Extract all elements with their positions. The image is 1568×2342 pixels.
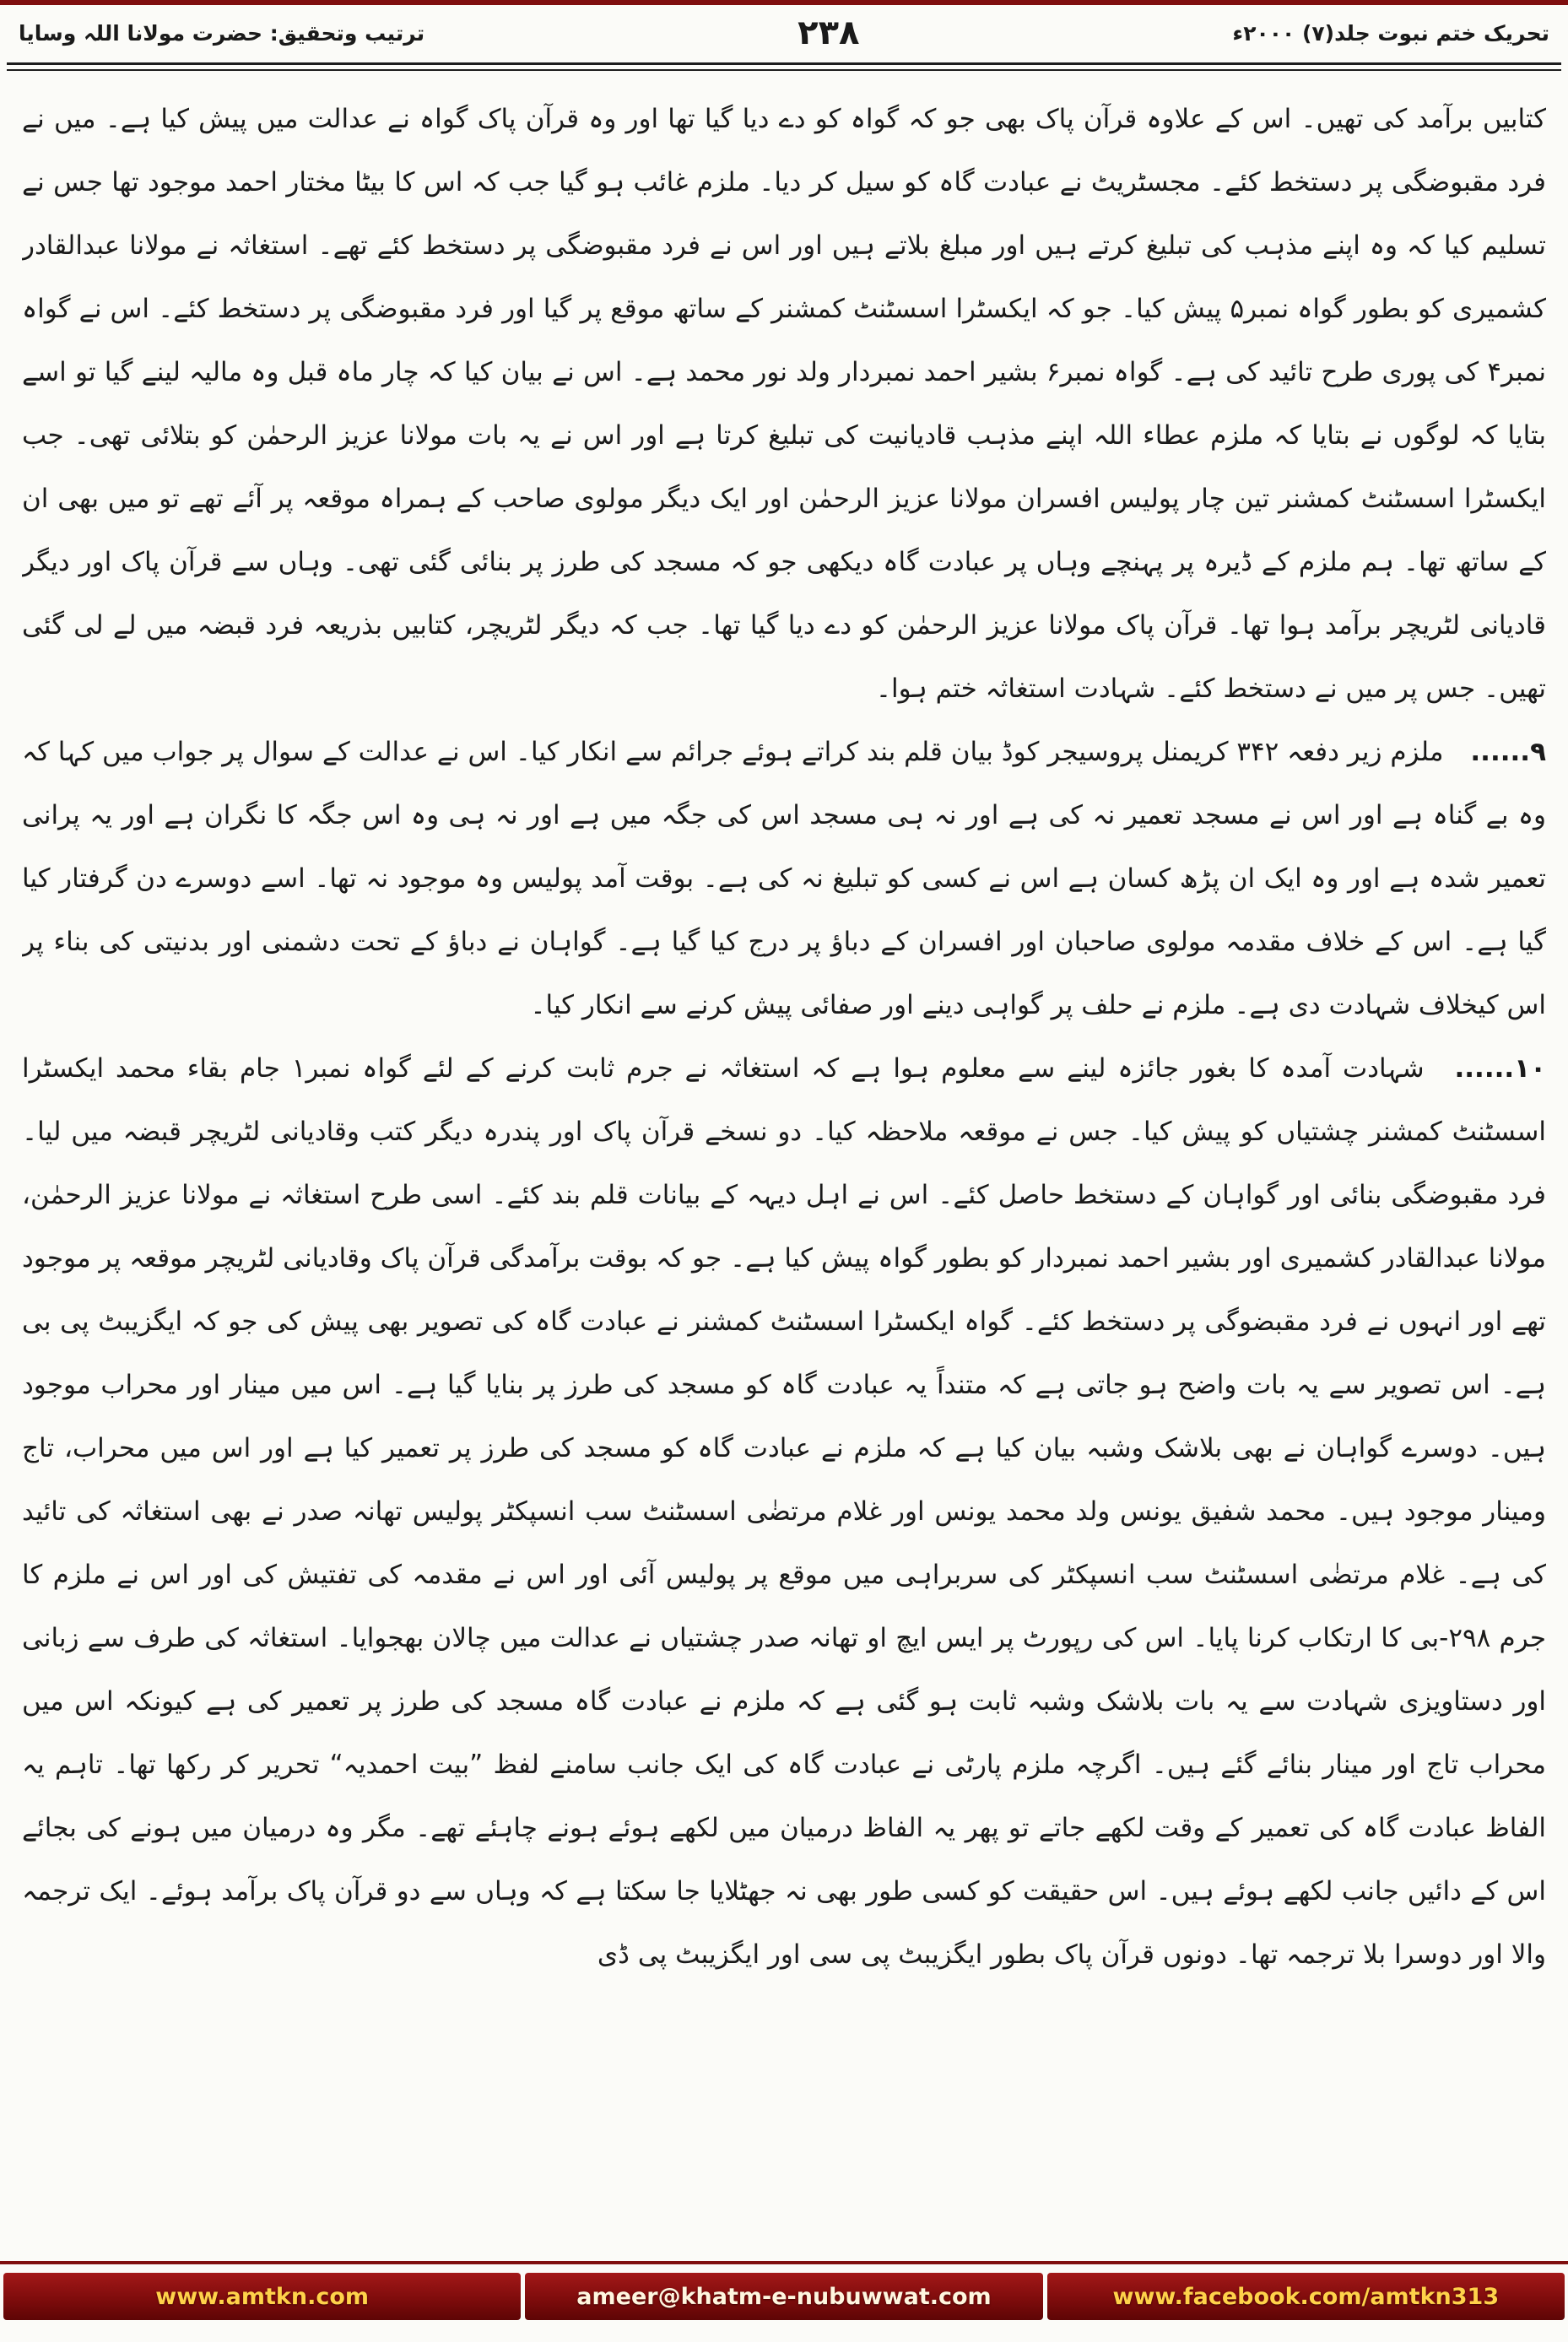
paragraph-text: ملزم زیر دفعہ ۳۴۲ کریمنل پروسیجر کوڈ بیان قلم بند کراتے ہوئے جرائم سے انکار کیا۔ اس نے عدالت کے سوال پر جواب میں کہا کہ وہ بے گناہ ہے اور اس نے مسجد تعمیر نہ کی ہے اور نہ ہی مسجد اس کی جگہ میں ہے اور نہ ہی وہ اس جگہ کا نگران ہے اور یہ پرانی تعمیر شدہ ہے اور وہ ایک ان پڑھ کسان ہے اس نے کسی کو تبلیغ نہ کی ہے۔ بوقت آمد پولیس وہ موجود نہ تھا۔ اسے دوسرے دن گرفتار کیا گیا ہے۔ اس کے خلاف مقدمہ مولوی صاحبان اور افسران کے دباؤ پر درج کیا گیا ہے۔ گواہان نے دباؤ کے تحت دشمنی اور بدنیتی کی بناء پر اس کیخلاف شہادت دی ہے۔ ملزم نے حلف پر گواہی دینے اور صفائی پیش کرنے سے انکار کیا۔ [22,737,1546,1021]
page-footer [0,2261,1568,2342]
body-paragraph-continuation [22,88,1546,721]
paragraph-text: شہادت آمدہ کا بغور جائزہ لینے سے معلوم ہوا ہے کہ استغاثہ نے جرم ثابت کرنے کے لئے گواہ نمبر۱ جام بقاء محمد ایکسٹرا اسسٹنٹ کمشنر چشتیاں کو پیش کیا۔ جس نے موقعہ ملاحظہ کیا۔ دو نسخے قرآن پاک اور پندرہ دیگر کتب وقادیانی لٹریچر قبضہ میں لیا۔ فرد مقبوضگی بنائی اور گواہان کے دستخط حاصل کئے۔ اس نے اہل دیہہ کے بیانات قلم بند کئے۔ اسی طرح استغاثہ نے مولانا عزیز الرحمٰن، مولانا عبدالقادر کشمیری اور بشیر احمد نمبردار کو بطور گواہ پیش کیا ہے۔ جو کہ بوقت برآمدگی قرآن پاک وقادیانی لٹریچر موقعہ پر موجود تھے اور انہوں نے فرد مقبضوگی پر دستخط کئے۔ گواہ ایکسٹرا اسسٹنٹ کمشنر نے عبادت گاہ کی تصویر بھی پیش کی جو کہ ایگزیبٹ پی بی ہے۔ اس تصویر سے یہ بات واضح ہو جاتی ہے کہ متنداً یہ عبادت گاہ کو مسجد کی طرز پر بنایا گیا ہے۔ اس میں مینار اور محراب موجود ہیں۔ دوسرے گواہان نے بھی بلاشک وشبہ بیان کیا ہے کہ ملزم نے عبادت گاہ کو مسجد کی طرز پر تعمیر کیا ہے اور اس میں محراب، تاج ومینار موجود ہیں۔ محمد شفیق یونس ولد محمد یونس اور غلام مرتضٰی اسسٹنٹ سب انسپکٹر پولیس تھانہ صدر نے بھی استغاثہ کی تائید کی ہے۔ غلام مرتضٰی اسسٹنٹ سب انسپکٹر کی سربراہی میں موقع پر پولیس آئی اور اس نے مقدمہ کی تفتیش کی اور اس نے ملزم کا جرم ۲۹۸-بی کا ارتکاب کرنا پایا۔ اس کی رپورٹ پر ایس ایچ او تھانہ صدر چشتیاں نے عدالت میں چالان بھجوایا۔ استغاثہ کی طرف سے زبانی اور دستاویزی شہادت سے یہ بات بلاشک وشبہ ثابت ہو گئی ہے کہ ملزم نے عبادت گاہ مسجد کی طرز پر تعمیر کی ہے کیونکہ اس میں محراب تاج اور مینار بنائے گئے ہیں۔ اگرچہ ملزم پارٹی نے عبادت گاہ کی ایک جانب سامنے لفظ ”بیت احمدیہ“ تحریر کر رکھا تھا۔ تاہم یہ الفاظ عبادت گاہ کی تعمیر کے وقت لکھے جاتے تو پھر یہ الفاظ درمیان میں لکھے ہوئے ہونے چاہئے تھے۔ مگر وہ درمیان میں ہونے کی بجائے اس کے دائیں جانب لکھے ہوئے ہیں۔ اس حقیقت کو کسی طور بھی نہ جھٹلایا جا سکتا ہے کہ وہاں سے دو قرآن پاک برآمد ہوئے۔ ایک ترجمہ والا اور دوسرا بلا ترجمہ تھا۔ دونوں قرآن پاک بطور ایگزیبٹ پی سی اور ایگزیبٹ پی ڈی [22,1053,1546,1971]
footer-email-link[interactable]: ameer@khatm-e-nubuwwat.com [525,2273,1042,2320]
header-editor-title: ترتیب وتحقیق: حضرت مولانا اللہ وسایا [19,20,425,46]
body-paragraph-10 [22,1037,1546,1987]
header-volume-title: تحریک ختم نبوت جلد(۷) ۲۰۰۰ء [1232,20,1549,46]
page-number: ۲۳۸ [798,14,860,52]
body-text [22,88,1546,2253]
footer-maroon-rule [0,2261,1568,2264]
paragraph-text: کتابیں برآمد کی تھیں۔ اس کے علاوہ قرآن پاک بھی جو کہ گواہ کو دے دیا گیا تھا اور وہ قرآن پاک گواہ نے عدالت میں پیش کیا ہے۔ میں نے فرد مقبوضگی پر دستخط کئے۔ مجسٹریٹ نے عبادت گاہ کو سیل کر دیا۔ ملزم غائب ہو گیا جب کہ اس کا بیٹا مختار احمد موجود تھا جس نے تسلیم کیا کہ وہ اپنے مذہب کی تبلیغ کرتے ہیں اور مبلغ بلاتے ہیں اور اس نے فرد مقبوضگی پر دستخط کئے تھے۔ استغاثہ نے مولانا عبدالقادر کشمیری کو بطور گواہ نمبر۵ پیش کیا۔ جو کہ ایکسٹرا اسسٹنٹ کمشنر کے ساتھ موقع پر گیا اور فرد مقبوضگی پر دستخط کئے۔ اس نے گواہ نمبر۴ کی پوری طرح تائید کی ہے۔ گواہ نمبر۶ بشیر احمد نمبردار ولد نور محمد ہے۔ اس نے بیان کیا کہ چار ماہ قبل وہ مالیہ لینے گیا تو اسے بتایا کہ لوگوں نے بتایا کہ ملزم عطاء اللہ اپنے مذہب قادیانیت کی تبلیغ کرتا ہے اور اس نے یہ بات مولانا عزیز الرحمٰن کو بتلائی تھی۔ جب ایکسٹرا اسسٹنٹ کمشنر تین چار پولیس افسران مولانا عزیز الرحمٰن اور ایک دیگر مولوی صاحب کے ہمراہ موقعہ پر آئے تھے تو میں بھی ان کے ساتھ تھا۔ ہم ملزم کے ڈیرہ پر پہنچے وہاں پر عبادت گاہ دیکھی جو کہ مسجد کی طرز پر بنائی گئی تھی۔ وہاں سے قرآن پاک اور دیگر قادیانی لٹریچر برآمد ہوا تھا۔ قرآن پاک مولانا عزیز الرحمٰن کو دے دیا گیا تھا۔ جب کہ دیگر لٹریچر، کتابیں بذریعہ فرد قبضہ میں لے لی گئی تھیں۔ جس پر میں نے دستخط کئے۔ شہادت استغاثہ ختم ہوا۔ [22,104,1546,705]
paragraph-number: ۱۰...... [1454,1053,1546,1084]
page-header [0,8,1568,57]
top-maroon-rule [0,0,1568,5]
header-double-rule [7,62,1561,71]
footer-bars [0,2273,1568,2332]
paragraph-number: ۹...... [1470,737,1546,768]
footer-facebook-link[interactable]: www.facebook.com/amtkn313 [1047,2273,1565,2320]
body-paragraph-9 [22,721,1546,1037]
footer-website-link[interactable]: www.amtkn.com [3,2273,521,2320]
